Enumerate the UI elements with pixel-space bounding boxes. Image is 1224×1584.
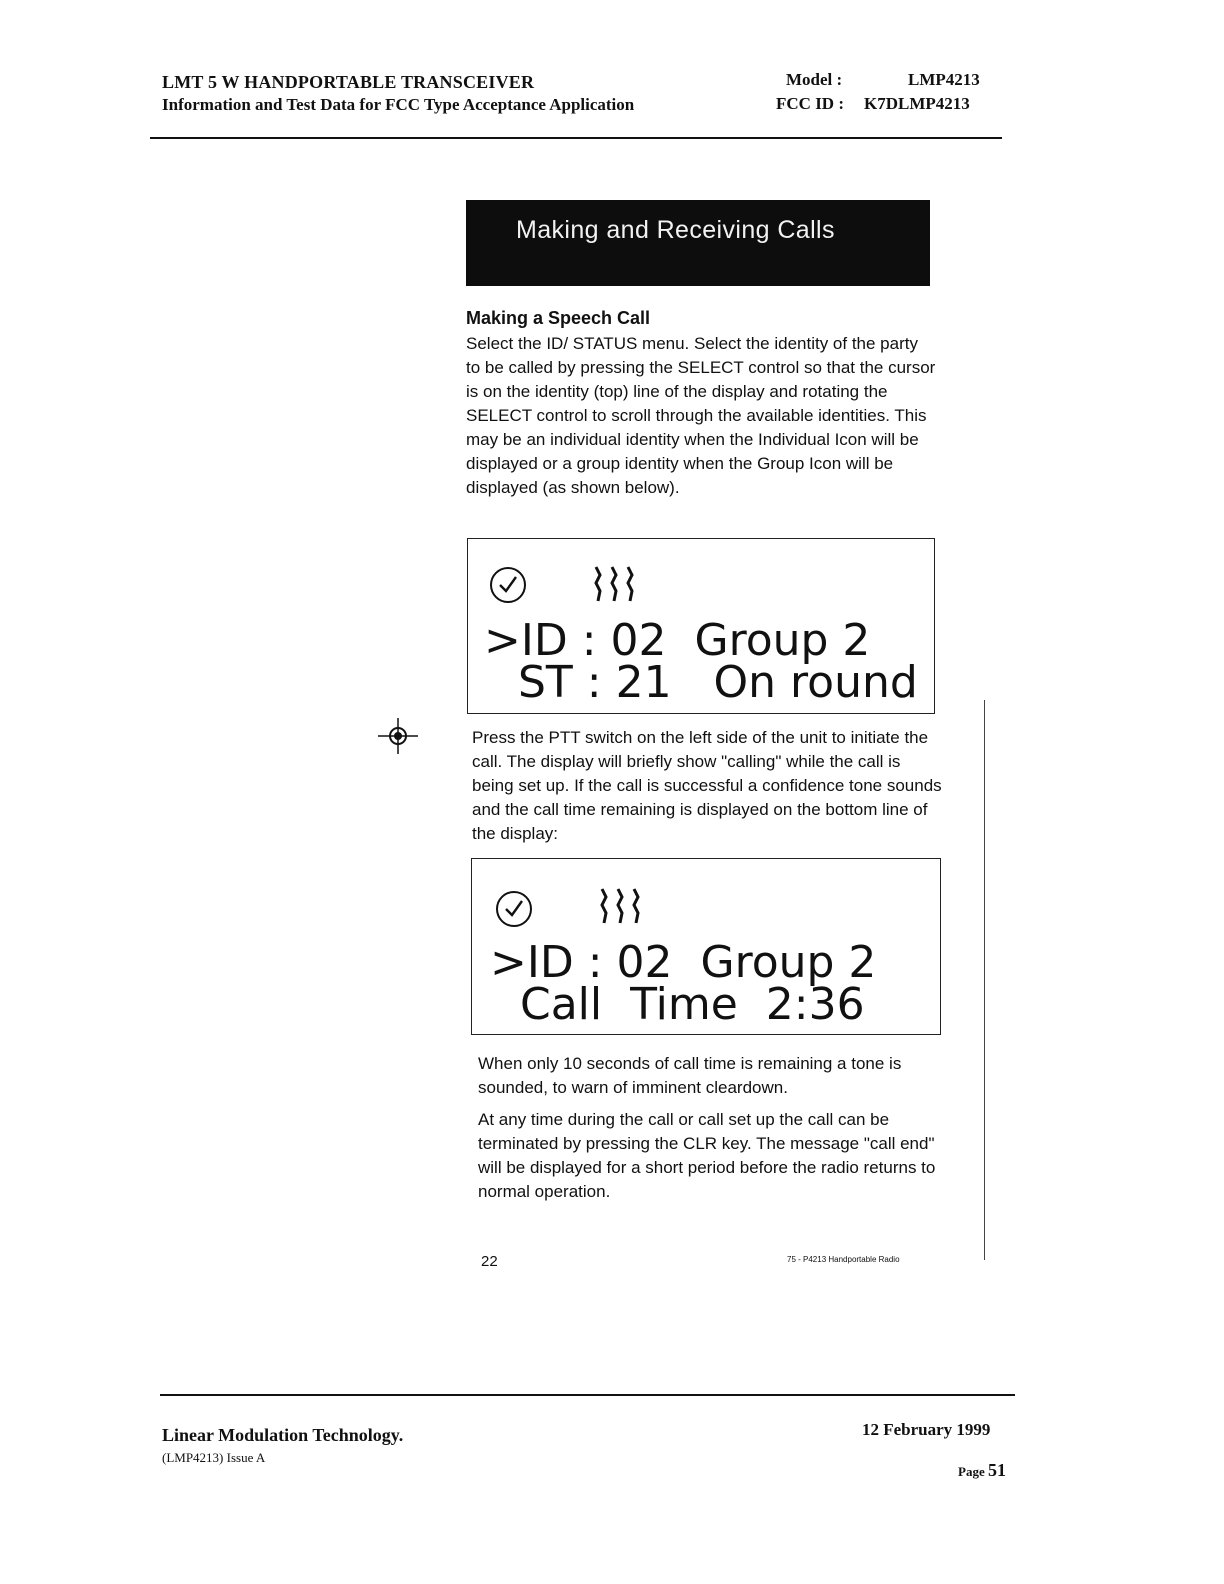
header-rule (150, 137, 1002, 139)
issue-label: (LMP4213) Issue A (162, 1450, 266, 1465)
page-value: 51 (987, 1460, 1006, 1480)
fcc-id-value: K7DLMP4213 (864, 94, 970, 113)
footer-rule (160, 1394, 1015, 1396)
company-name: Linear Modulation Technology. (162, 1425, 404, 1445)
group-icon (596, 885, 652, 929)
inner-page-number: 22 (481, 1253, 498, 1270)
check-circle-icon (496, 891, 532, 927)
paragraph-4: At any time during the call or call set up the call can be terminated by pressing the CLR key. The message "call end" will be displayed for a short period before the radio returns to normal operation. (478, 1110, 936, 1201)
fcc-id-label: FCC ID : (776, 94, 844, 113)
document-title: LMT 5 W HANDPORTABLE TRANSCEIVER (162, 72, 535, 92)
display-2-line-1: >ID : 02 Group 2 (490, 937, 877, 988)
page-number (958, 1460, 1006, 1481)
display-1-line-2: ST : 21 On round (518, 657, 918, 708)
lcd-display-2 (471, 858, 941, 1035)
document-date: 12 February 1999 (862, 1420, 991, 1439)
page-label: Page (958, 1464, 985, 1479)
model-label: Model : (786, 70, 843, 89)
paragraph-1: Select the ID/ STATUS menu. Select the identity of the party to be called by pressing the SELECT control so that the cursor is on the identity (top) line of the display and rotating the SELECT control to scroll through the available identities. This may be an individual identity when the Individual Icon will be displayed or a group identity when the Group Icon will be displayed (as shown below). (466, 334, 936, 497)
section-banner: Making and Receiving Calls (466, 200, 930, 286)
inner-page-footer: 75 - P4213 Handportable Radio (787, 1255, 900, 1264)
margin-rule (984, 700, 985, 1260)
crosshair-icon (376, 716, 420, 756)
paragraph-2: Press the PTT switch on the left side of the unit to initiate the call. The display will briefly show "calling" while the call is being set up. If the call is successful a confidence tone sounds and the call time remaining is displayed on the bottom line of the display: (472, 728, 942, 843)
display-2-line-2: Call Time 2:36 (520, 979, 865, 1030)
section-title: Making a Speech Call (466, 308, 651, 328)
display-1-line-1: >ID : 02 Group 2 (484, 615, 871, 666)
document-subtitle: Information and Test Data for FCC Type Acceptance Application (162, 95, 635, 114)
model-value: LMP4213 (908, 70, 980, 89)
paragraph-3: When only 10 seconds of call time is remaining a tone is sounded, to warn of imminent cleardown. (478, 1054, 902, 1097)
check-circle-icon (490, 567, 526, 603)
group-icon (590, 563, 646, 607)
lcd-display-1 (467, 538, 935, 714)
